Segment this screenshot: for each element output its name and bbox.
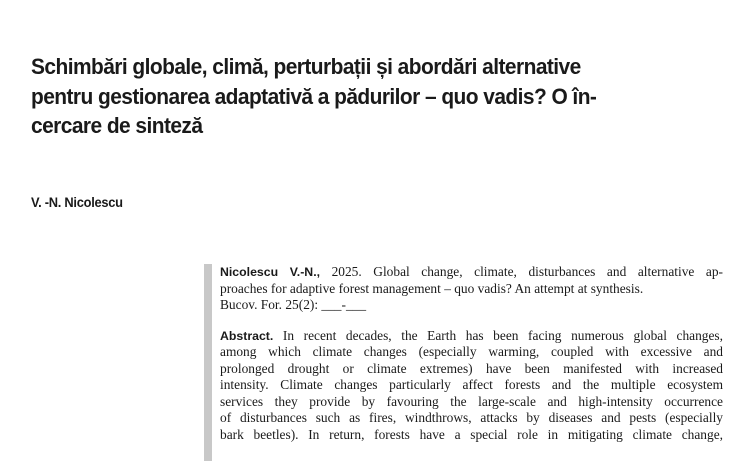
- citation-author: Nicolescu V.-N.,: [220, 265, 321, 279]
- abstract-line: prolonged drought or climate extremes) have been manifested with increased: [220, 360, 723, 376]
- title-line: cercare de sinteză: [31, 113, 203, 138]
- abstract-line: of disturbances such as fires, windthrows, attacks by diseases and pests (especially: [220, 410, 723, 425]
- abstract-line: intensity. Climate changes particularly affect forests and the multiple ecosystem: [220, 377, 723, 392]
- title-line: Schimbări globale, climă, perturbații și abordări alternative: [31, 54, 581, 79]
- abstract-panel: [204, 264, 735, 461]
- article-author: V. -N. Nicolescu: [31, 194, 123, 210]
- abstract-line: among which climate changes (especially warming, coupled with excessive and: [220, 344, 723, 359]
- article-title: [31, 52, 663, 141]
- abstract-line: bark beetles). In return, forests have a special role in mitigating climate change,: [220, 426, 723, 442]
- citation-text: 2025. Global change, climate, disturbances and alternative ap-: [320, 264, 723, 279]
- abstract-text: In recent decades, the Earth has been facing numerous global changes,: [273, 327, 723, 343]
- citation-line: [220, 264, 723, 281]
- abstract-line: services they provide by favouring the large-scale and high-intensity occurrence: [220, 393, 723, 409]
- abstract-label: Abstract.: [220, 328, 274, 343]
- citation-line: proaches for adaptive forest management – quo vadis? An attempt at synthesis.: [220, 280, 644, 296]
- title-line: pentru gestionarea adaptativă a pădurilor – quo vadis? O în-: [31, 83, 597, 109]
- citation-line: Bucov. For. 25(2): ___-___: [220, 297, 367, 312]
- abstract-line: [220, 328, 723, 345]
